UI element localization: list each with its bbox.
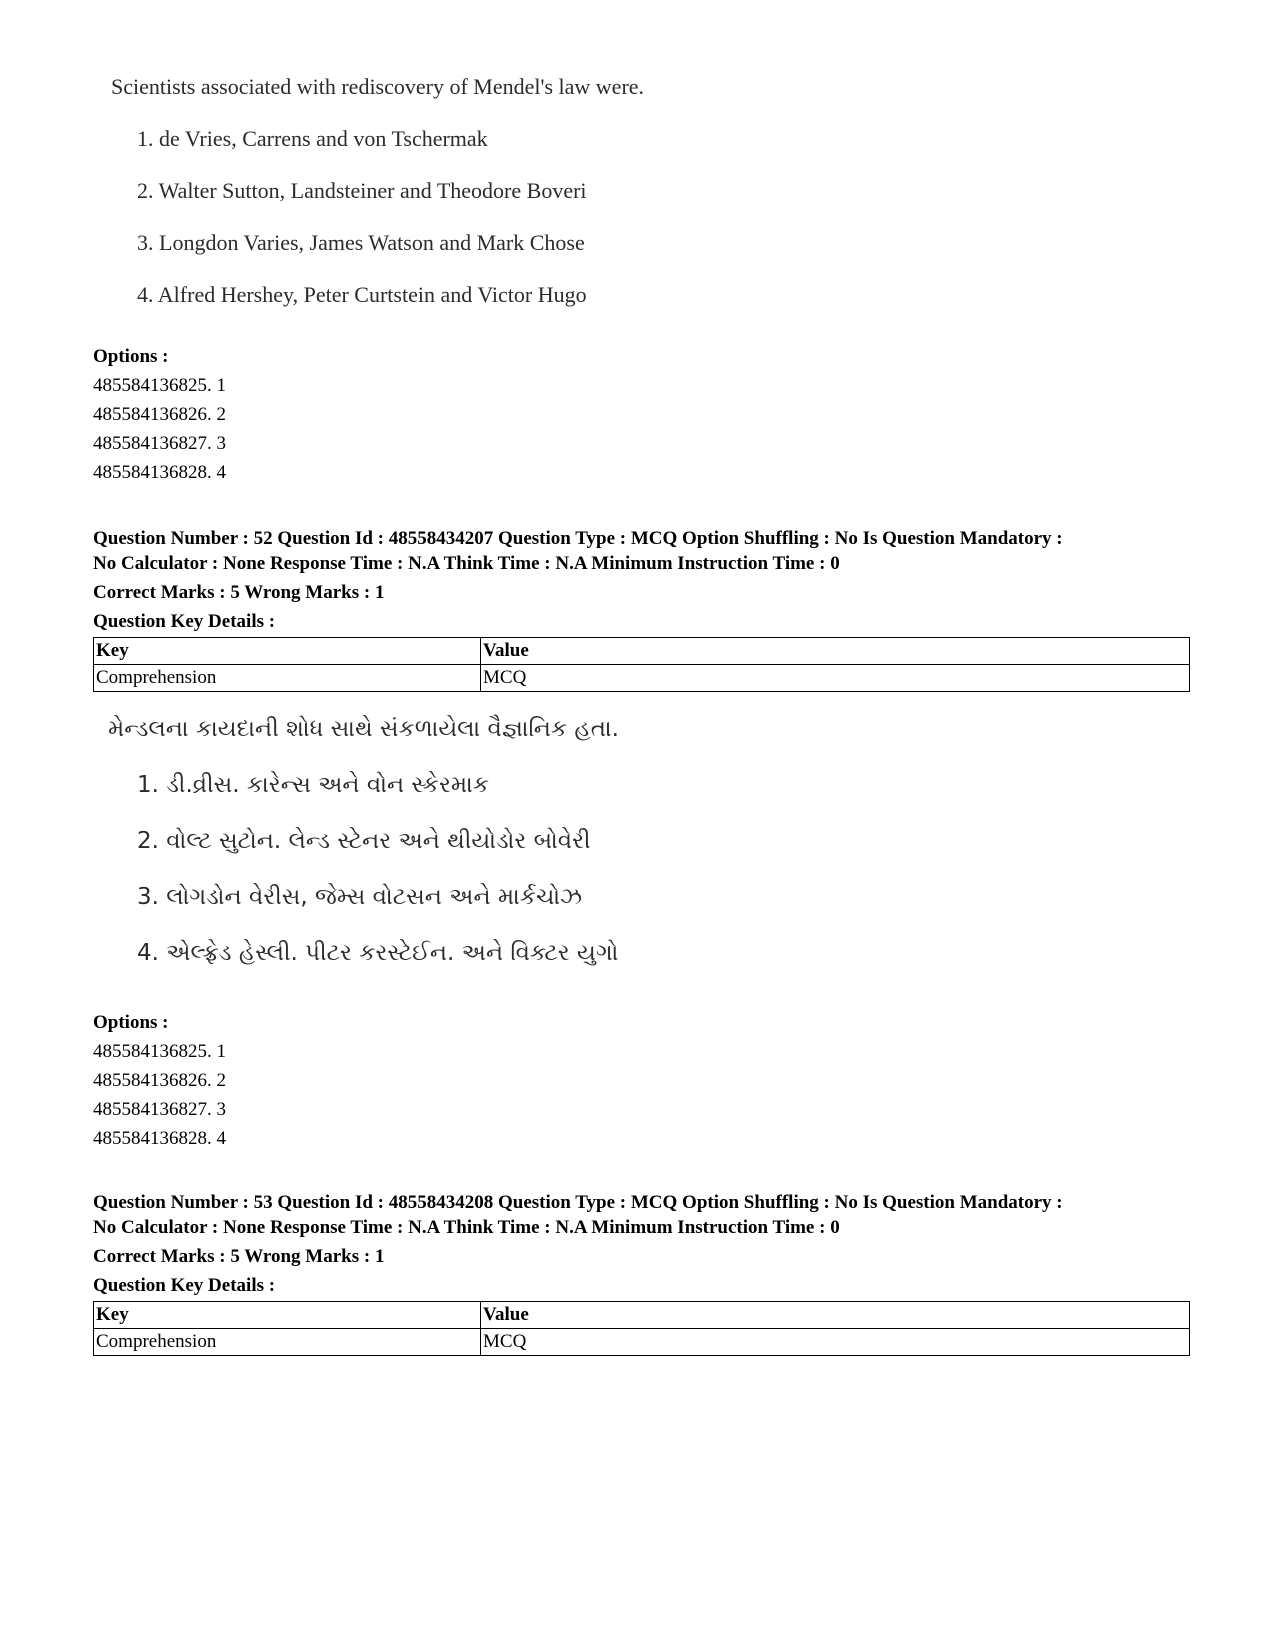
table-header-row bbox=[94, 1302, 1190, 1329]
table-cell: Comprehension bbox=[94, 1329, 481, 1356]
options-block bbox=[93, 342, 226, 487]
options-block bbox=[93, 1008, 226, 1153]
table-row bbox=[94, 1329, 1190, 1356]
option-item: 485584136828. 4 bbox=[93, 462, 226, 483]
question-image-english bbox=[111, 74, 811, 324]
question-choice: 1. ડી.વ્રીસ. કારેન્સ અને વોન સ્કેરમાક bbox=[137, 772, 490, 798]
question-choice: 4. એલ્ફ્રેડ હેસ્લી. પીટર કરસ્ટેઈન. અને વિક્ટર યુગો bbox=[137, 940, 619, 966]
question-key-details-label: Question Key Details : bbox=[93, 1275, 276, 1296]
question-meta-line: Question Number : 52 Question Id : 48558434207 Question Type : MCQ Option Shuffling : No Is Question Mandatory : bbox=[93, 528, 1063, 549]
options-label: Options : bbox=[93, 346, 169, 367]
option-item: 485584136825. 1 bbox=[93, 375, 226, 396]
question-meta-52 bbox=[93, 526, 1193, 634]
table-header-cell: Value bbox=[481, 638, 1190, 665]
question-choice: 3. લોગડોન વેરીસ, જેમ્સ વોટસન અને માર્કચોઝ bbox=[137, 884, 583, 910]
question-choice: 2. વોલ્ટ સુટોન. લેન્ડ સ્ટેનર અને થીયોડોર બોવેરી bbox=[137, 828, 591, 854]
table-header-cell: Key bbox=[94, 638, 481, 665]
table-header-row bbox=[94, 638, 1190, 665]
question-key-table bbox=[93, 1301, 1190, 1356]
question-meta-line: No Calculator : None Response Time : N.A Think Time : N.A Minimum Instruction Time : 0 bbox=[93, 1217, 840, 1238]
option-item: 485584136828. 4 bbox=[93, 1128, 226, 1149]
question-key-details-label: Question Key Details : bbox=[93, 611, 276, 632]
table-header-cell: Key bbox=[94, 1302, 481, 1329]
table-cell: MCQ bbox=[481, 665, 1190, 692]
question-meta-line: Question Number : 53 Question Id : 48558434208 Question Type : MCQ Option Shuffling : No Is Question Mandatory : bbox=[93, 1192, 1063, 1213]
table-row bbox=[94, 665, 1190, 692]
question-stem: Scientists associated with rediscovery of Mendel's law were. bbox=[111, 74, 645, 99]
question-choice: 4. Alfred Hershey, Peter Curtstein and Victor Hugo bbox=[137, 282, 587, 307]
question-image-gujarati bbox=[108, 716, 808, 986]
question-choice: 3. Longdon Varies, James Watson and Mark Chose bbox=[137, 230, 585, 255]
option-item: 485584136825. 1 bbox=[93, 1041, 226, 1062]
question-key-table bbox=[93, 637, 1190, 692]
option-item: 485584136826. 2 bbox=[93, 1070, 226, 1091]
option-item: 485584136827. 3 bbox=[93, 433, 226, 454]
question-meta-53 bbox=[93, 1190, 1193, 1298]
table-cell: Comprehension bbox=[94, 665, 481, 692]
question-marks: Correct Marks : 5 Wrong Marks : 1 bbox=[93, 1246, 385, 1267]
question-stem: મેન્ડલના કાયદાની શોધ સાથે સંકળાયેલા વૈજ્ઞાનિક હતા. bbox=[108, 716, 619, 742]
question-meta-line: No Calculator : None Response Time : N.A Think Time : N.A Minimum Instruction Time : 0 bbox=[93, 553, 840, 574]
table-cell: MCQ bbox=[481, 1329, 1190, 1356]
question-choice: 1. de Vries, Carrens and von Tschermak bbox=[137, 126, 488, 151]
question-choice: 2. Walter Sutton, Landsteiner and Theodore Boveri bbox=[137, 178, 587, 203]
table-header-cell: Value bbox=[481, 1302, 1190, 1329]
option-item: 485584136826. 2 bbox=[93, 404, 226, 425]
question-marks: Correct Marks : 5 Wrong Marks : 1 bbox=[93, 582, 385, 603]
options-label: Options : bbox=[93, 1012, 169, 1033]
option-item: 485584136827. 3 bbox=[93, 1099, 226, 1120]
